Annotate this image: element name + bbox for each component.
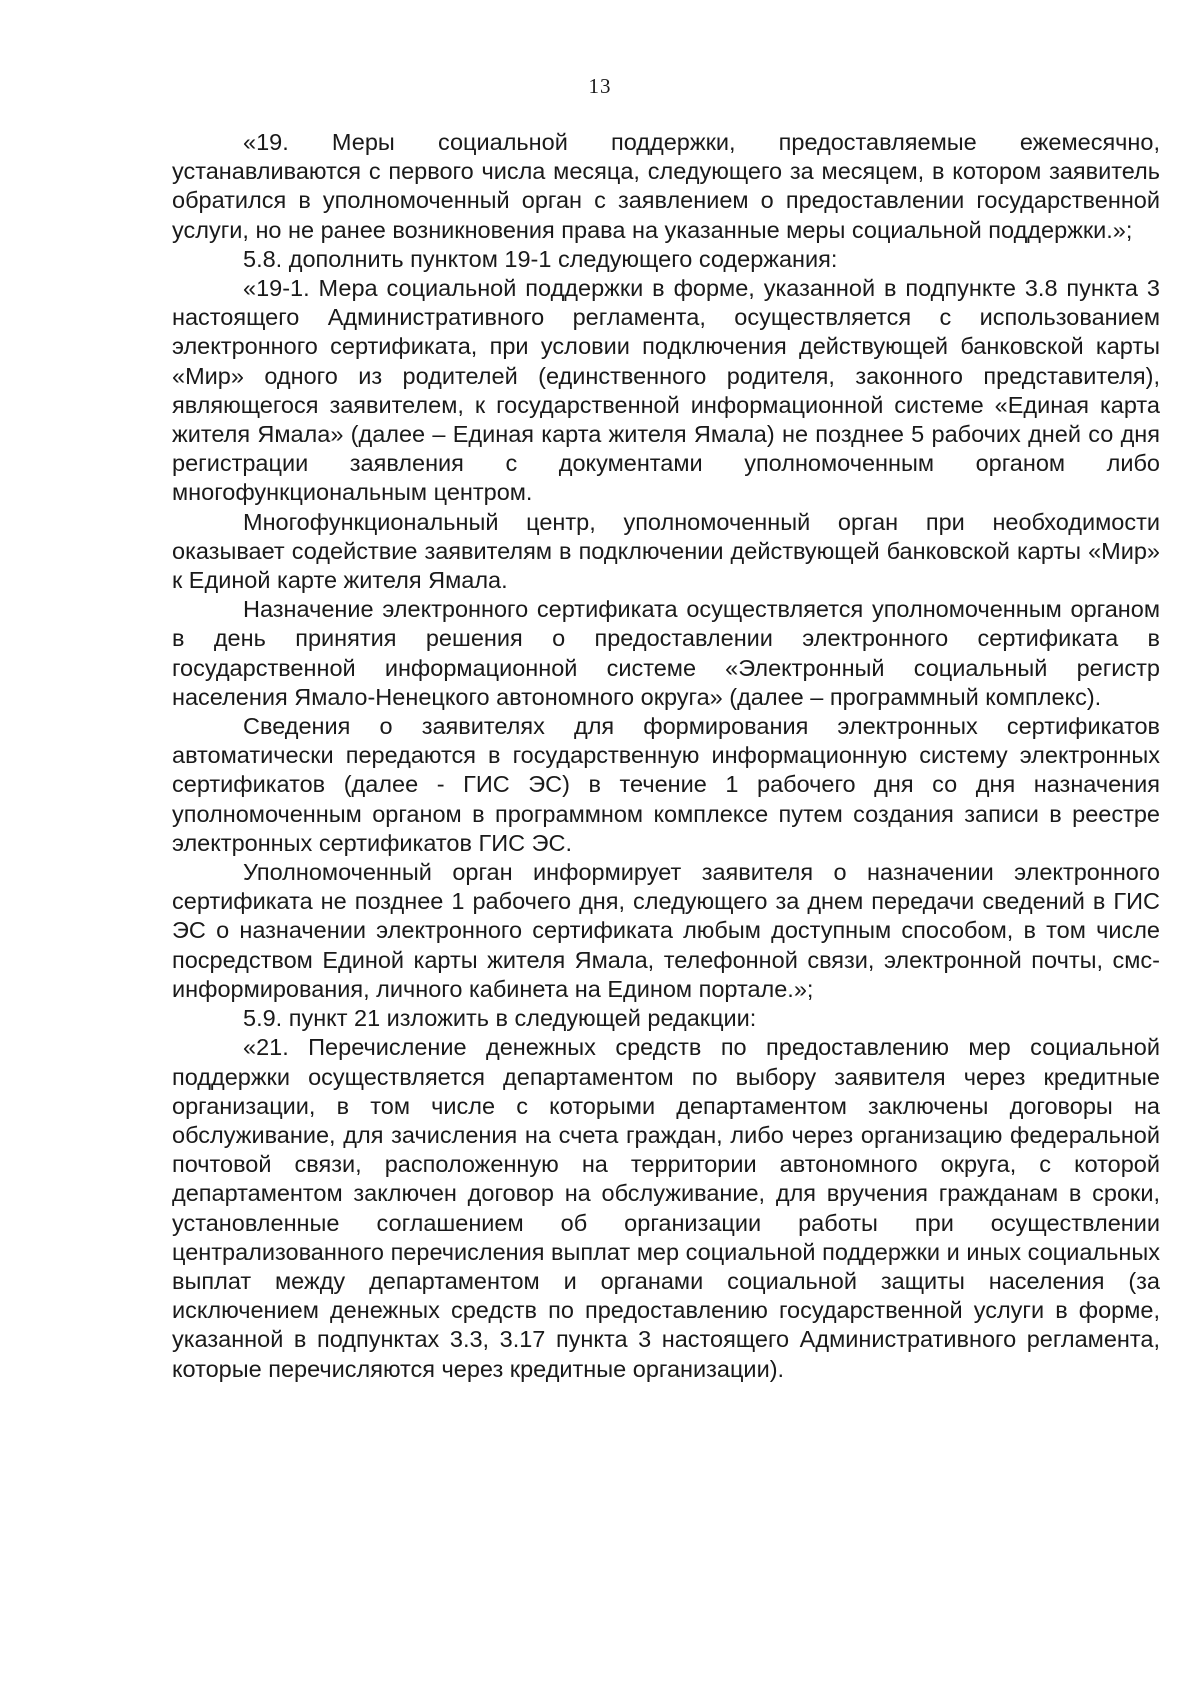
paragraph-amendment-5-8: 5.8. дополнить пунктом 19-1 следующего содержания: bbox=[243, 245, 838, 272]
document-body bbox=[172, 128, 1160, 1384]
paragraph-item-19-1: «19-1. Мера социальной поддержки в форме, указанной в подпункте 3.8 пункта 3 настоящего Административного регламента, осуществляется с использованием электронного сертификата, при условии подключения действующей банковской карты «Мир» одного из родителей (единственного родителя, законного представителя), являющегося заявителем, к государственной информационной системе «Единая карта жителя Ямала» (далее – Единая карта жителя Ямала) не позднее 5 рабочих дней со дня регистрации заявления с документами уполномоченным органом либо многофункциональным центром. bbox=[172, 275, 1160, 506]
paragraph-gis-es-transfer: Сведения о заявителях для формирования электронных сертификатов автоматически передаются в государственную информационную систему электронных сертификатов (далее - ГИС ЭС) в течение 1 рабочего дня со дня назначения уполномоченным органом в программном комплексе путем создания записи в реестре электронных сертификатов ГИС ЭС. bbox=[172, 713, 1160, 856]
paragraph-item-19: «19. Меры социальной поддержки, предоставляемые ежемесячно, устанавливаются с первого числа месяца, следующего за месяцем, в котором заявитель обратился в уполномоченный орган с заявлением о предоставлении государственной услуги, но не ранее возникновения права на указанные меры социальной поддержки.»; bbox=[172, 129, 1160, 243]
paragraph-mfc-assistance: Многофункциональный центр, уполномоченный орган при необходимости оказывает содействие заявителям в подключении действующей банковской карты «Мир» к Единой карте жителя Ямала. bbox=[172, 508, 1160, 594]
paragraph-amendment-5-9: 5.9. пункт 21 изложить в следующей редакции: bbox=[243, 1005, 757, 1032]
page-number: 13 bbox=[588, 74, 612, 98]
paragraph-item-21: «21. Перечисление денежных средств по предоставлению мер социальной поддержки осуществляется департаментом по выбору заявителя через кредитные организации, в том числе с которыми департаментом заключены договоры на обслуживание, для зачисления на счета граждан, либо через организацию федеральной почтовой связи, расположенную на территории автономного округа, с которой департаментом заключен договор на обслуживание, для вручения гражданам в сроки, установленные соглашением об организации работы при осуществлении централизованного перечисления выплат мер социальной поддержки и иных социальных выплат между департаментом и органами социальной защиты населения (за исключением денежных средств по предоставлению государственной услуги в форме, указанной в подпунктах 3.3, 3.17 пункта 3 настоящего Административного регламента, которые перечисляются через кредитные организации). bbox=[172, 1034, 1160, 1382]
paragraph-certificate-assignment: Назначение электронного сертификата осуществляется уполномоченным органом в день принятия решения о предоставлении электронного сертификата в государственной информационной системе «Электронный социальный регистр населения Ямало-Ненецкого автономного округа» (далее – программный комплекс). bbox=[172, 596, 1160, 710]
paragraph-applicant-notification: Уполномоченный орган информирует заявителя о назначении электронного сертификата не позднее 1 рабочего дня, следующего за днем передачи сведений в ГИС ЭС о назначении электронного сертификата любым доступным способом, в том числе посредством Единой карты жителя Ямала, телефонной связи, электронной почты, смс-информирования, личного кабинета на Едином портале.»; bbox=[172, 859, 1160, 1002]
